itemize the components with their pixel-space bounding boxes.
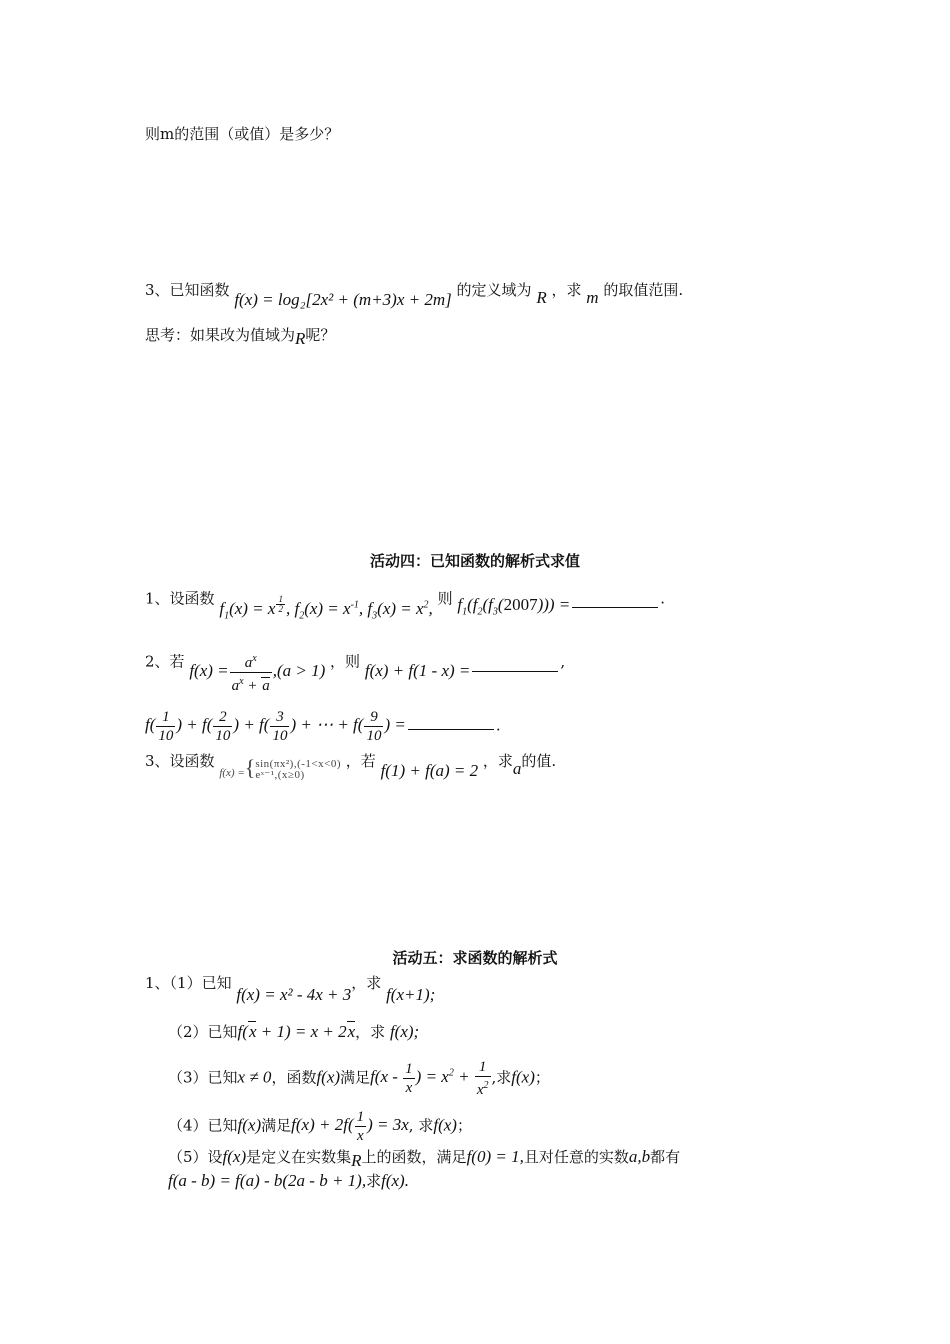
a5-q2-formula: f(x + 1) = x + 2x (237, 1022, 356, 1041)
activity-4-question-2-sum (145, 708, 501, 745)
a4-q2-expression: f(x) + f(1 - x) = (364, 661, 471, 681)
a4-q3-piece-1: sin(πx²),(-1<x<0) (255, 758, 341, 770)
activity-5-question-4 (168, 1108, 472, 1145)
a5-q1-formula: f(x) = x² - 4x + 3 (236, 985, 352, 1004)
a5-q5-vars-ab: a,b (628, 1147, 651, 1166)
a4-q3-ask: ，求 (482, 752, 513, 770)
a5-q5-fx: f(x) (222, 1147, 247, 1166)
a5-q3-satisfy: 满足 (340, 1068, 371, 1087)
q3-prefix: 3、已知函数 (145, 281, 230, 299)
a5-q5-mid-4: 都有 (650, 1148, 681, 1166)
a4-q3-brace: { (244, 755, 256, 780)
a5-q2-ask: ，求 (355, 1023, 386, 1041)
a4-q3-var-a: a (512, 759, 522, 778)
activity-5-question-5-line-2 (168, 1171, 409, 1191)
a5-q4-prefix: （4）已知 (168, 1116, 238, 1135)
a5-q5-mid-1: 是定义在实数集 (246, 1148, 352, 1166)
activity-4-question-3 (145, 751, 557, 781)
a4-q1-then: 则 (437, 589, 453, 608)
a5-q5-equation: f(a - b) = f(a) - b(2a - b + 1), (168, 1171, 367, 1190)
a4-q1-answer-blank (572, 593, 658, 608)
a5-q5-target: f(x). (381, 1171, 409, 1190)
a5-q3-ask: ,求 (491, 1068, 512, 1087)
a5-q5-mid-3: 且对任意的实数 (523, 1148, 629, 1166)
a4-q2-comma: , (560, 652, 566, 671)
a5-q4-satisfy: 满足 (261, 1116, 292, 1135)
a4-q1-prefix: 1、设函数 (145, 589, 215, 608)
activity-5-question-2 (168, 1022, 419, 1042)
a4-q3-prefix: 3、设函数 (145, 752, 215, 770)
question-3-domain (145, 280, 684, 309)
a5-q5-mid-2: 上的函数，满足 (361, 1148, 467, 1166)
a5-q5-set-R: R (351, 1151, 362, 1170)
a4-q3-fx: f(x) = (219, 767, 245, 779)
a5-q5-condition: f(0) = 1, (466, 1147, 524, 1166)
previous-question-tail: 则m的范围（或值）是多少？ (145, 125, 340, 143)
a5-q4-end: ； (456, 1116, 472, 1135)
think-suffix: 呢？ (305, 326, 336, 344)
a5-q5-prefix: （5）设 (168, 1148, 223, 1166)
a4-q3-pieces (255, 759, 341, 781)
a4-q2-prefix: 2、若 (145, 652, 185, 671)
a5-q1-ask: ，求 (351, 974, 382, 992)
a5-q5-ask: 求 (366, 1172, 382, 1190)
a4-q3-if: ，若 (345, 752, 376, 770)
a5-q2-prefix: （2）已知 (168, 1023, 238, 1041)
a4-q2-then: ，则 (330, 652, 361, 671)
a4-q3-suffix: 的值. (521, 752, 557, 770)
a5-q4-equation: f(x) + 2f( $\frac{1}{x}$ ) = 3x (291, 1109, 409, 1144)
a4-q2-answer-blank-1 (472, 657, 558, 672)
activity-4-question-1 (145, 585, 666, 622)
a4-q2-sum-end: . (495, 716, 501, 735)
q3-set-R: R (536, 288, 547, 307)
think-set-R: R (295, 329, 306, 348)
q3-var-m: m (586, 288, 599, 307)
a5-q4-fx: f(x) (237, 1115, 262, 1135)
a5-q3-mid: ，函数 (271, 1068, 317, 1087)
q3-formula: f(x) = log₂[2x² + (m+3)x + 2m] (234, 290, 452, 309)
activity-5-question-5 (168, 1147, 681, 1170)
a5-q3-prefix: （3）已知 (168, 1068, 238, 1087)
a4-q2-condition: ,(a > 1) (272, 661, 326, 681)
a4-q2-sum: f( $\frac{1}{10}$ ) + f( $\frac{2}{10}$ ) + f( $\frac{3}{10}$ ) + ⋯ + f( $\frac{9}{10}$ ) = (145, 709, 406, 744)
a5-q1-target: f(x+1); (386, 985, 436, 1004)
a5-q3-equation: f(x - $\frac{1}{x}$ ) = $x^2$ + $\frac{1}{x^2}$ (370, 1059, 489, 1098)
a4-q2-answer-blank-2 (408, 715, 494, 730)
a5-q3-condition: x ≠ 0 (237, 1067, 272, 1087)
a4-q1-functions: $f_1(x) = x$ $^{\frac{1}{2}}$ , $f_2(x) = x^{-1}$, $f_3(x) = x^2$, (219, 594, 433, 622)
a4-q1-composite: $f_1(f_2(f_3(2007)))$ = (457, 594, 571, 618)
think-prefix: 思考：如果改为值域为 (145, 326, 296, 344)
a5-q1-prefix: 1、（1）已知 (145, 974, 232, 992)
activity-5-heading: 活动五：求函数的解析式 (392, 949, 558, 967)
a5-q2-target: f(x); (389, 1022, 420, 1041)
a4-q1-end: . (660, 589, 666, 608)
a5-q4-ask: , 求 (408, 1116, 434, 1135)
think-question (145, 325, 336, 348)
q3-suffix: 的取值范围. (603, 281, 684, 299)
a4-q3-condition: f(1) + f(a) = 2 (380, 761, 479, 780)
a4-q3-piece-2: eˣ⁻¹,(x≥0) (255, 769, 305, 781)
activity-5-question-1 (145, 973, 436, 1004)
q3-mid: 的定义域为 (456, 281, 532, 299)
a5-q3-target: f(x) (511, 1067, 535, 1087)
activity-5-question-3 (168, 1058, 550, 1099)
a4-q2-function: f(x) = $\frac{a^x}{a^x + a}$ (189, 653, 270, 694)
activity-4-heading: 活动四：已知函数的解析式求值 (369, 552, 580, 570)
a5-q4-target: f(x) (433, 1115, 457, 1135)
a5-q3-fx: f(x) (316, 1067, 341, 1087)
activity-4-question-2 (145, 640, 566, 694)
q3-ask: ，求 (551, 281, 582, 299)
a5-q3-end: ； (534, 1068, 550, 1087)
